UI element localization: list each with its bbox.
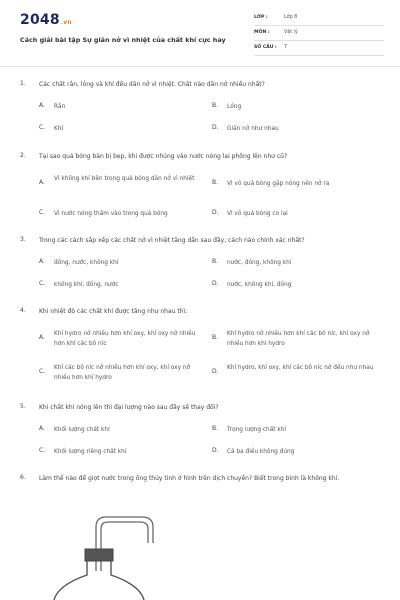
option-text: Khí hydro nở nhiều hơn khí các bô níc, khí oxy nở nhiều hơn khí hydro: [227, 331, 370, 347]
option-letter: D.: [212, 280, 219, 287]
meta-subject-label: MÔN :: [254, 30, 270, 35]
option-text: Khí: [54, 126, 64, 132]
flask-stopper: [85, 549, 113, 561]
option-text: Lỏng: [227, 104, 242, 110]
site-logo[interactable]: [20, 12, 72, 28]
option-text: Vì vỏ quả bóng gặp nóng nên nở ra: [227, 181, 330, 187]
meta-subject-row: [254, 28, 384, 41]
option-text: Khí hydro nở nhiều hơn khí oxy, khí oxy nở nhiều hơn khí các bô níc: [54, 331, 196, 347]
option-text: Khí hydro, khí oxy, khí các bô níc nở đều như nhau: [227, 365, 374, 371]
flask-illustration: [50, 505, 170, 600]
question-text: Khi nhiệt độ các chất khí được tăng như nhau thì:: [39, 308, 188, 315]
option-text: Khối lượng riêng chất khí: [54, 449, 127, 455]
page-header: [0, 0, 400, 64]
option-letter: A.: [39, 425, 45, 432]
question-number: 1.: [20, 80, 26, 87]
question-text: Làm thế nào để giọt nước trong ống thủy tinh ở hình trên dịch chuyển? Biết trong bình là không khí.: [39, 475, 340, 482]
option-letter: D.: [212, 368, 219, 375]
option-letter: A.: [39, 258, 45, 265]
option-letter: D.: [212, 209, 219, 216]
flask-body: [54, 561, 144, 600]
question-text: Các chất rắn, lỏng và khí đều dãn nở vì nhiệt. Chất nào dãn nở nhiều nhất?: [39, 81, 265, 88]
option-letter: A.: [39, 179, 45, 186]
option-letter: C.: [39, 209, 46, 216]
option-text: Khí các bô níc nở nhiều hơn khí oxy, khí oxy nở nhiều hơn khí hydro: [54, 365, 191, 381]
option-letter: A.: [39, 334, 45, 341]
option-text: Trọng lượng chất khí: [227, 427, 287, 433]
option-text: nước, không khí, đồng: [227, 282, 292, 288]
option-letter: B.: [212, 425, 219, 432]
glass-tube: [96, 517, 153, 571]
meta-class-row: [254, 13, 384, 26]
question-number: 5.: [20, 403, 26, 410]
option-text: Vì vỏ quả bóng co lại: [227, 211, 288, 217]
question-number: 2.: [20, 152, 26, 159]
option-letter: B.: [212, 179, 219, 186]
option-text: Rắn: [54, 104, 66, 110]
option-letter: B.: [212, 334, 219, 341]
option-letter: C.: [39, 280, 46, 287]
meta-class-value: Lớp 8: [284, 15, 298, 20]
option-text: nước, đồng, không khí: [227, 260, 292, 266]
meta-info: [254, 13, 384, 58]
option-text: không khí, đồng, nước: [54, 282, 119, 288]
option-letter: B.: [212, 258, 219, 265]
question-number: 4.: [20, 307, 26, 314]
meta-count-row: [254, 43, 384, 56]
option-text: Vì nước nóng thấm vào trong quả bóng: [54, 211, 168, 217]
option-text: đồng, nước, không khí: [54, 260, 119, 266]
question-text: Tại sao quả bóng bàn bị bẹp, khi được nhúng vào nước nóng lại phồng lên như cũ?: [39, 153, 288, 160]
option-letter: D.: [212, 447, 219, 454]
option-text: Vì không khí bên trong quả bóng dãn nở vì nhiệt: [54, 176, 195, 182]
option-text: Giãn nở như nhau: [227, 126, 279, 132]
option-letter: C.: [39, 447, 46, 454]
option-letter: B.: [212, 102, 219, 109]
logo-suffix: .vn: [60, 19, 72, 26]
logo-text: 2048: [20, 12, 60, 28]
option-text: Khối lượng chất khí: [54, 427, 110, 433]
option-text: Cả ba điều không đúng: [227, 449, 295, 455]
meta-count-value: 7: [284, 45, 288, 50]
question-text: Khi chất khí nóng lên thì đại lượng nào sau đây sẽ thay đổi?: [39, 404, 219, 411]
meta-count-label: SỐ CÂU :: [254, 45, 277, 50]
question-number: 6.: [20, 474, 26, 481]
meta-class-label: LỚP :: [254, 15, 268, 20]
meta-subject-value: Vật lý: [284, 30, 298, 35]
question-text: Trong các cách sắp xếp các chất nở vì nhiệt tăng dần sau đây, cách nào chính xác nhất?: [39, 237, 305, 244]
option-letter: D.: [212, 124, 219, 131]
option-letter: C.: [39, 124, 46, 131]
page-title: Cách giải bài tập Sự giãn nở vì nhiệt của chất khí cực hay: [20, 36, 226, 44]
option-letter: C.: [39, 368, 46, 375]
question-number: 3.: [20, 236, 26, 243]
header-divider: [0, 66, 400, 67]
option-letter: A.: [39, 102, 45, 109]
